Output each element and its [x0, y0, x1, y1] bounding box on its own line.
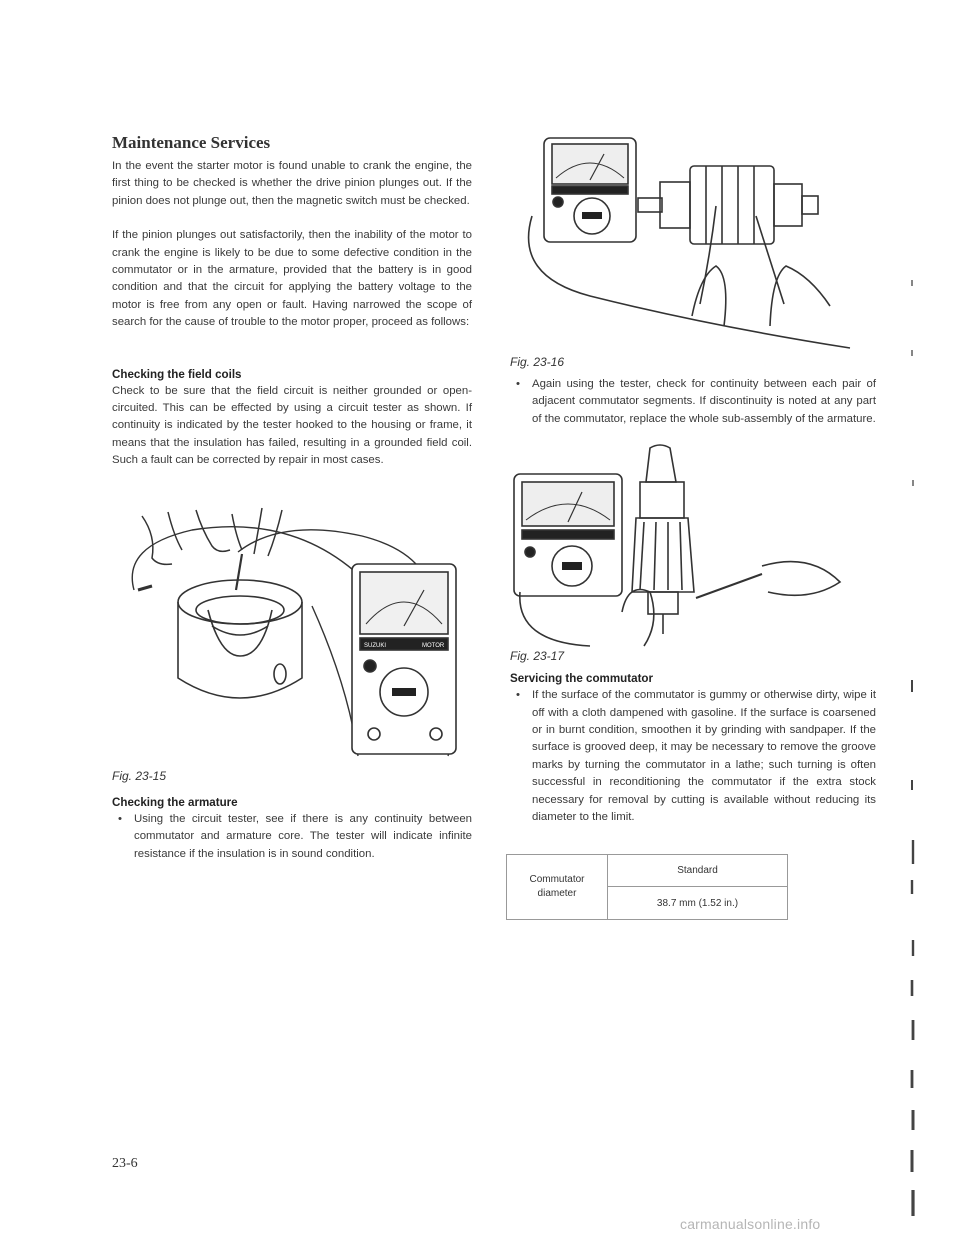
spec-value-cell: 38.7 mm (1.52 in.)	[608, 886, 788, 920]
figure-23-15-caption: Fig. 23-15	[112, 768, 167, 783]
scan-margin-marks	[900, 280, 930, 1240]
spec-header-cell: Standard	[608, 855, 788, 886]
continuity-bullet-text: Again using the tester, check for continuity between each pair of adjacent commutator segments. If discontinuity is noted at any part of the commutator, replace the whole sub-assembly of the armature.	[532, 378, 876, 425]
spec-label-line-2: diameter	[537, 888, 577, 900]
intro-paragraph-2: If the pinion plunges out satisfactorily, then the inability of the motor to crank the engine is likely to be due to some defective condition in the commutator or in the armature, provided that the battery is in good condition and that the circuit for applying the battery voltage to the motor is free from any open or fault. Having narrowed the scope of search for the cause of trouble to the motor proper, proceed as follows:	[112, 229, 472, 329]
figure-23-16-caption: Fig. 23-16	[510, 355, 565, 369]
continuity-bullet	[510, 376, 876, 428]
commutator-heading: Servicing the commutator	[510, 672, 654, 686]
tester-brand-label: SUZUKI	[364, 642, 387, 649]
page-number: 23-6	[112, 1156, 138, 1171]
field-coils-paragraph: Check to be sure that the field circuit is neither grounded or open-circuited. This can be effected by using a circuit tester as shown. If continuity is indicated by the tester hooked to the housing or frame, it means that the insulation has failed, resulting in a grounded field coil. Such a fault can be corrected by repair in most cases.	[112, 384, 472, 467]
table-row	[507, 855, 788, 886]
armature-bullet-text: Using the circuit tester, see if there is any continuity between commutator and armature core. The tester will indicate infinite resistance if the insulation is in sound condition.	[134, 812, 472, 860]
tester-model-label: MOTOR	[422, 642, 445, 649]
right-column	[510, 132, 876, 920]
bullet-marker: •	[516, 378, 520, 390]
commutator-segment-test-illustration	[510, 442, 876, 650]
spec-label-line-1: Commutator	[529, 874, 585, 886]
commutator-bullet-text: If the surface of the commutator is gummy or otherwise dirty, wipe it off with a cloth dampened with gasoline. If the surface is coarsened or in burnt condition, smoothen it by grinding with sandpaper. If the surface is grooved deep, it may be necessary to remove the groove marks by turning the commutator in a lathe; such turning is often successful in reconditioning the commutator if the extra stock necessary for removal by cutting is available without reducing its diameter to the limit.	[532, 689, 876, 824]
commutator-bullet	[510, 687, 876, 826]
armature-bullet	[112, 811, 472, 863]
watermark: carmanualsonline.info	[680, 1216, 821, 1232]
figure-23-15	[112, 506, 472, 774]
left-column	[112, 132, 472, 863]
commutator-spec-table	[506, 854, 788, 920]
field-coils-heading: Checking the field coils	[112, 367, 242, 381]
section-title: Maintenance Services	[112, 133, 271, 152]
figure-23-17-caption: Fig. 23-17	[510, 649, 565, 664]
intro-paragraph-1: In the event the starter motor is found unable to crank the engine, the first thing to be checked is whether the drive pinion plunges out. If the pinion does not plunge out, then the magnetic switch must be checked.	[112, 160, 472, 207]
bullet-marker: •	[516, 689, 520, 702]
armature-heading: Checking the armature	[112, 795, 238, 809]
figure-23-16	[510, 126, 876, 352]
spec-label-cell	[507, 855, 608, 920]
armature-continuity-test-illustration	[510, 126, 876, 352]
bullet-marker: •	[118, 812, 122, 825]
field-coil-test-illustration	[112, 506, 472, 774]
figure-23-17	[510, 442, 876, 650]
